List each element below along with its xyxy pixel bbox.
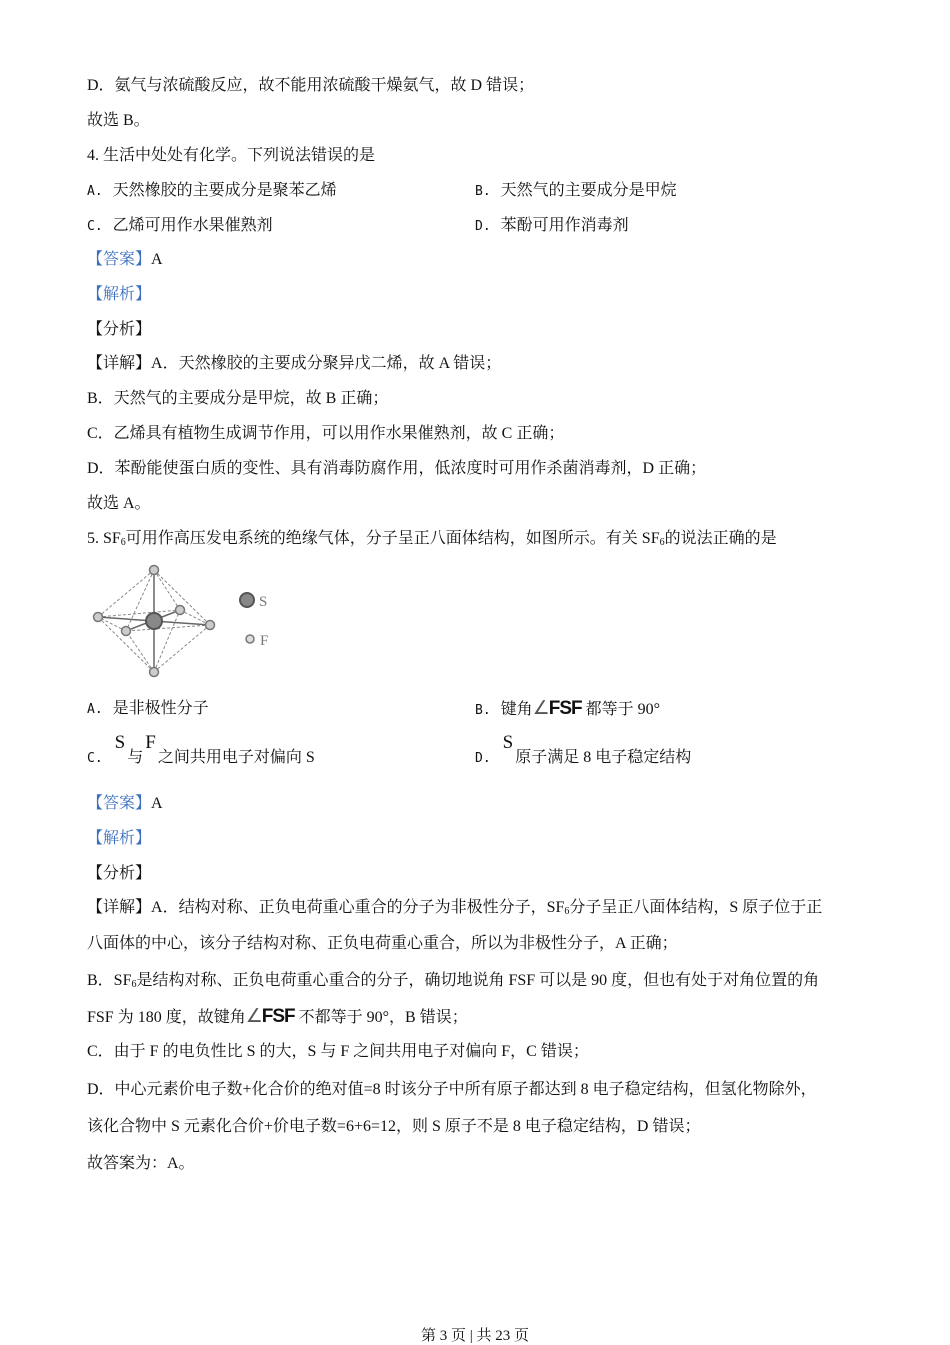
legend-s-icon (240, 593, 254, 607)
angle-symbol: ∠ (532, 698, 549, 719)
detail-line (87, 898, 822, 922)
answer-value: A (151, 795, 163, 812)
sf6-octahedron-figure (88, 560, 288, 682)
option-label: D. (475, 751, 491, 766)
text: A．结构对称、正负电荷重心重合的分子为非极性分子，SF (151, 899, 565, 916)
option-text: 原子满足 8 电子稳定结构 (515, 749, 692, 766)
detail-tag: 【详解】 (87, 899, 152, 916)
answer-tag: 【答案】 (87, 795, 152, 812)
legend-s-label: S (259, 594, 268, 610)
symbol-s: S (502, 732, 514, 753)
page-footer: 第 3 页 | 共 23 页 (420, 1328, 529, 1344)
text-line: 故选 A。 (87, 495, 151, 512)
question-5 (87, 529, 777, 553)
option-d (475, 732, 692, 769)
text-line (87, 1007, 468, 1028)
option-b (475, 699, 660, 721)
answer-tag: 【答案】 (87, 251, 152, 268)
option-text: 之间共用电子对偏向 S (157, 749, 315, 766)
text: FSF 为 180 度，故键角 (87, 1009, 246, 1026)
text: 的说法正确的是 (664, 530, 777, 547)
analysis-tag: 【解析】 (87, 286, 152, 303)
question-4: 4. 生活中处处有化学。下列说法错误的是 (87, 147, 376, 164)
text: 是结构对称、正负电荷重心重合的分子，确切地说角 FSF 可以是 90 度，但也有处于对角位置的角 (136, 972, 820, 989)
legend-f-icon (246, 635, 254, 643)
text-line: D．中心元素价电子数+化合价的绝对值=8 时该分子中所有原子都达到 8 电子稳定结构，但氢化物除外， (87, 1081, 817, 1098)
fsf-text: FSF (548, 698, 582, 719)
answer-value: A (151, 251, 163, 268)
fenxi-tag: 【分析】 (87, 321, 152, 338)
angle-symbol: ∠ (245, 1006, 262, 1027)
text-line: B．天然气的主要成分是甲烷，故 B 正确； (87, 390, 389, 407)
text-line: D．苯酚能使蛋白质的变性、具有消毒防腐作用，低浓度时可用作杀菌消毒剂，D 正确； (87, 460, 707, 477)
text-line: D．氨气与浓硫酸反应，故不能用浓硫酸干燥氨气，故 D 错误； (87, 77, 535, 94)
sulfur-atom (146, 613, 162, 629)
detail-text: A．天然橡胶的主要成分聚异戊二烯，故 A 错误； (151, 355, 502, 372)
option-b (475, 181, 677, 202)
option-a (87, 699, 209, 720)
symbol-f: F (145, 732, 156, 753)
answer-line (87, 794, 163, 814)
symbol-s: S (114, 732, 126, 753)
text: 分子呈正八面体结构，S 原子位于正 (569, 899, 823, 916)
option-label: C. (87, 219, 103, 234)
legend-f-label: F (260, 633, 269, 649)
option-text: 键角 (500, 701, 533, 718)
option-text: 乙烯可用作水果催熟剂 (112, 217, 273, 234)
option-label: B. (475, 184, 491, 199)
option-label: A. (87, 184, 103, 199)
fsf-text: FSF (261, 1006, 295, 1027)
subscript: 6 (564, 906, 570, 917)
text-line: C．乙烯具有植物生成调节作用，可以用作水果催熟剂，故 C 正确； (87, 425, 565, 442)
option-text: 天然气的主要成分是甲烷 (500, 182, 677, 199)
angle-fsf (533, 698, 582, 719)
option-label: A. (87, 702, 103, 717)
text-line: 故选 B。 (87, 112, 150, 129)
text-line: 八面体的中心，该分子结构对称、正负电荷重心重合，所以为非极性分子，A 正确； (87, 935, 678, 952)
option-label: B. (475, 703, 491, 718)
text-line (87, 971, 819, 995)
option-c (87, 732, 315, 769)
option-text: 是非极性分子 (112, 700, 209, 717)
detail-tag: 【详解】 (87, 355, 152, 372)
detail-line (87, 354, 501, 374)
option-label: D. (475, 219, 491, 234)
answer-line (87, 250, 163, 270)
text-line: 该化合物中 S 元素化合价+价电子数=6+6=12，则 S 原子不是 8 电子稳定结构，D 错误； (87, 1118, 701, 1135)
subscript: 6 (659, 537, 665, 548)
angle-fsf (246, 1006, 295, 1027)
option-text: 与 (127, 749, 144, 766)
option-text: 都等于 90° (585, 701, 661, 718)
option-text: 苯酚可用作消毒剂 (500, 217, 629, 234)
text: 不都等于 90°，B 错误； (298, 1009, 468, 1026)
text-line: 故答案为：A。 (87, 1155, 195, 1172)
subscript: 6 (131, 979, 137, 990)
subscript: 6 (120, 537, 126, 548)
option-d (475, 216, 629, 237)
text-line: C．由于 F 的电负性比 S 的大，S 与 F 之间共用电子对偏向 F，C 错误； (87, 1043, 589, 1060)
text: 5. SF (87, 530, 121, 547)
option-c (87, 216, 273, 237)
option-text: 天然橡胶的主要成分是聚苯乙烯 (112, 182, 337, 199)
option-a (87, 181, 337, 202)
fenxi-tag: 【分析】 (87, 865, 152, 882)
text: B．SF (87, 972, 132, 989)
text: 可用作高压发电系统的绝缘气体，分子呈正八面体结构，如图所示。有关 SF (125, 530, 660, 547)
analysis-tag: 【解析】 (87, 830, 152, 847)
option-label: C. (87, 751, 103, 766)
